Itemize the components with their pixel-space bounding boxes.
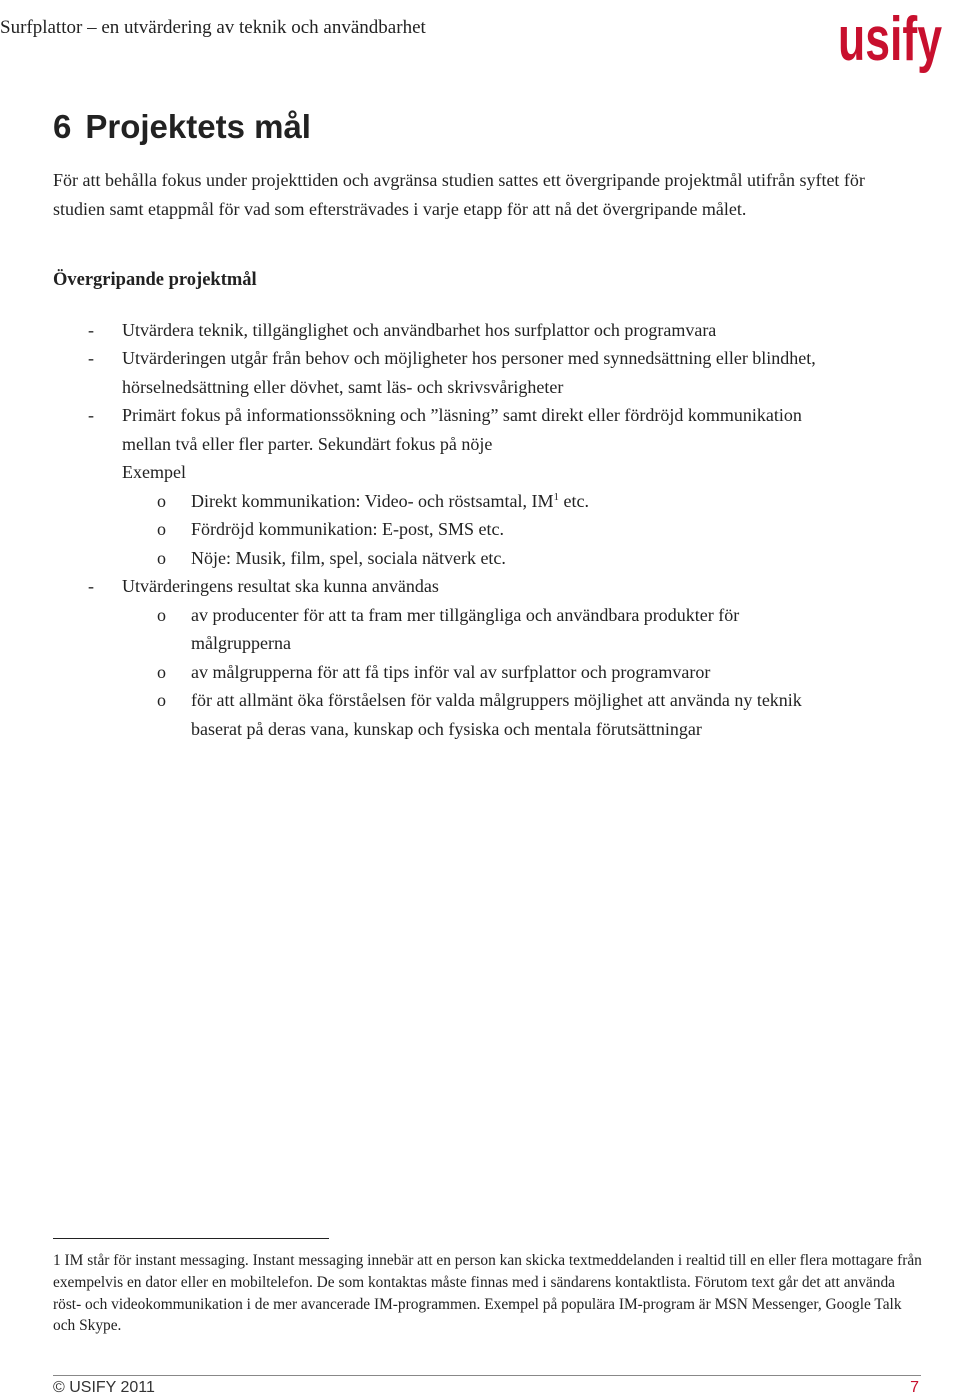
example-item-2: Fördröjd kommunikation: E-post, SMS etc. (191, 519, 504, 539)
footnote-reference[interactable]: 1 (553, 491, 560, 503)
use-item-2: av målgrupperna för att få tips inför val av surfplattor och programvaror (191, 662, 711, 682)
use-item-1-line-1: av producenter för att ta fram mer tillgängliga och användbara produkter för (191, 605, 740, 625)
use-item-3-line-1: för att allmänt öka förståelsen för valda målgruppers möjlighet att använda ny teknik (191, 690, 802, 710)
use-item-1-line-2: målgrupperna (191, 633, 291, 653)
circle-bullet: o (157, 605, 166, 625)
dash-bullet: - (88, 405, 94, 425)
footnote-text: IM står för instant messaging. Instant messaging innebär att en person kan skicka textmeddelanden i realtid till en eller flera mottagare från exempelvis en dator eller en mobiltelefon. De som kontaktas måste finnas med i sändarens kontaktlista. Förutom text går det att använda röst- och videokommunikation i de mer avancerade IM-programmen. Exempel på populära IM-program är MSN Messenger, Google Talk och Skype. (53, 1252, 922, 1335)
footnote-separator (53, 1238, 329, 1239)
intro-paragraph: För att behålla fokus under projekttiden och avgränsa studien sattes ett övergripande projektmål utifrån syftet för studien samt etappmål för vad som eftersträvades i varje etapp för att nå det övergripande målet. (53, 170, 865, 219)
section-heading (53, 108, 311, 146)
example-label: Exempel (122, 462, 186, 482)
circle-bullet: o (157, 519, 166, 539)
goal-item-3-line-1: Primärt fokus på informationssökning och ”läsning” samt direkt eller fördröjd kommunikation (122, 405, 802, 425)
circle-bullet: o (157, 662, 166, 682)
footnote (53, 1250, 923, 1337)
goal-item-4: Utvärderingens resultat ska kunna användas (122, 576, 439, 596)
goal-item-3-line-2: mellan två eller fler parter. Sekundärt fokus på nöje (122, 434, 493, 454)
example-item-1: Direkt kommunikation: Video- och röstsamtal, $IM^1$ etc. (191, 491, 590, 511)
section-number: 6 (53, 108, 72, 145)
goals-heading: Övergripande projektmål (53, 270, 257, 290)
use-item-3-line-2: baserat på deras vana, kunskap och fysiska och mentala förutsättningar (191, 719, 702, 739)
running-header-title: Surfplattor – en utvärdering av teknik och användbarhet (0, 17, 426, 38)
footer-divider (53, 1375, 921, 1376)
circle-bullet: o (157, 548, 166, 568)
dash-bullet: - (88, 320, 94, 340)
footer-copyright: © USIFY 2011 (53, 1379, 155, 1396)
section-title: Projektets mål (85, 108, 311, 145)
dash-bullet: - (88, 576, 94, 596)
example-item-3: Nöje: Musik, film, spel, sociala nätverk etc. (191, 548, 506, 568)
svg-text:usify: usify (838, 5, 943, 74)
goal-item-1: Utvärdera teknik, tillgänglighet och användbarhet hos surfplattor och programvara (122, 320, 717, 340)
page-number: 7 (910, 1379, 919, 1396)
goal-item-2-line-1: Utvärderingen utgår från behov och möjligheter hos personer med synnedsättning eller blindhet, (122, 348, 816, 368)
dash-bullet: - (88, 348, 94, 368)
circle-bullet: o (157, 690, 166, 710)
circle-bullet: o (157, 491, 166, 511)
usify-logo (836, 4, 948, 80)
goal-item-2-line-2: hörselnedsättning eller dövhet, samt läs- och skrivsvårigheter (122, 377, 564, 397)
footnote-marker: 1 (53, 1252, 61, 1269)
